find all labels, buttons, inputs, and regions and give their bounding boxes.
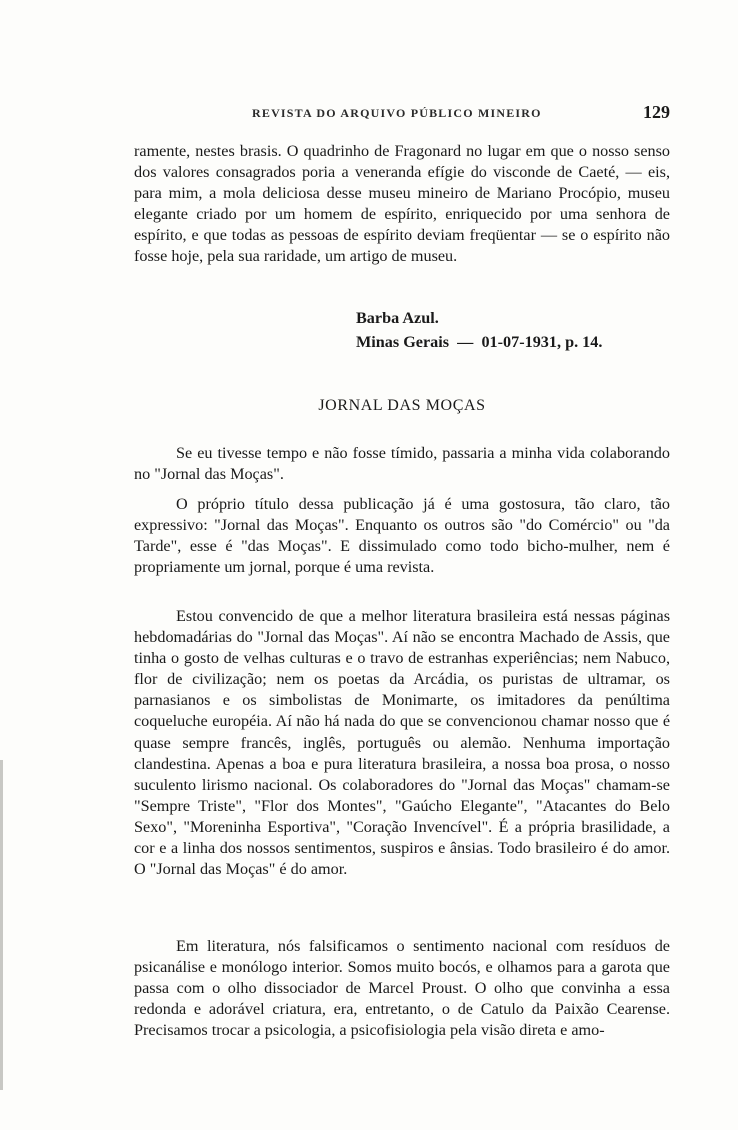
page-edge-shadow xyxy=(0,760,3,1090)
running-head xyxy=(134,102,670,126)
paragraph-1-block xyxy=(134,443,670,485)
running-title: REVISTA DO ARQUIVO PÚBLICO MINEIRO xyxy=(252,106,542,120)
page-number: 129 xyxy=(643,102,670,122)
paragraph-2: O próprio título dessa publicação já é uma gostosura, tão claro, tão expressivo: "Jornal das Moças". Enquanto os outros são "do Comércio" ou "da Tarde", esse é "das Moças". E dissimulado como todo bicho-mulher, nem é propriamente um jornal, porque é uma revista. xyxy=(134,495,670,577)
paragraph-3: Estou convencido de que a melhor literatura brasileira está nessas páginas hebdomadárias do "Jornal das Moças". Aí não se encontra Machado de Assis, que tinha o gosto de velhas culturas e o travo de estranhas experiências; nem Nabuco, flor de civilização; nem os poetas da Arcádia, os puristas de ultramar, os parnasianos e os simbolistas de Monimarte, os imitadores da penúltima coqueluche européia. Aí não há nada do que se convencionou chamar nosso que é quase sempre francês, inglês, português ou alemão. Nenhuma importação clandestina. Apenas a boa e pura literatura brasileira, a nossa boa prosa, o nosso suculento lirismo nacional. Os colaboradores do "Jornal das Moças" chamam-se "Sempre Triste", "Flor dos Montes", "Gaúcho Elegante", "Atacantes do Belo Sexo", "Moreninha Esportiva", "Coração Invencível". É a própria brasilidade, a cor e a linha dos nossos sentimentos, suspiros e ânsias. Todo brasileiro é do amor. O "Jornal das Moças" é do amor. xyxy=(134,607,670,879)
paragraph-3-block xyxy=(134,606,670,880)
paragraph-4-block xyxy=(134,936,670,1041)
paragraph-1: Se eu tivesse tempo e não fosse tímido, passaria a minha vida colaborando no "Jornal das Moças". xyxy=(134,444,670,484)
paragraph-4: Em literatura, nós falsificamos o sentimento nacional com resíduos de psicanálise e monólogo interior. Somos muito bocós, e olhamos para a garota que passa com o olho dissociador de Marcel Proust. O olho que convinha a essa redonda e adorável criatura, era, entretanto, o de Catulo da Paixão Cearense. Precisamos trocar a psicologia, a psicofisiologia pela visão direta e amo- xyxy=(134,937,670,1040)
signature-source: Minas Gerais — 01-07-1931, p. 14. xyxy=(356,333,603,351)
opening-paragraph-block xyxy=(134,141,670,268)
opening-paragraph: ramente, nestes brasis. O quadrinho de Fragonard no lugar em que o nosso senso dos valores consagrados poria a veneranda efígie do visconde de Caeté, — eis, para mim, a mola deliciosa desse museu mineiro de Mariano Procópio, museu elegante criado por um homem de espírito, enriquecido por uma senhora de espírito, e que todas as pessoas de espírito deviam freqüentar — se o espírito não fosse hoje, pela sua raridade, um artigo de museu. xyxy=(134,142,670,266)
section-title: JORNAL DAS MOÇAS xyxy=(318,397,486,414)
signature-author: Barba Azul. xyxy=(356,309,439,327)
paragraph-2-block xyxy=(134,494,670,578)
